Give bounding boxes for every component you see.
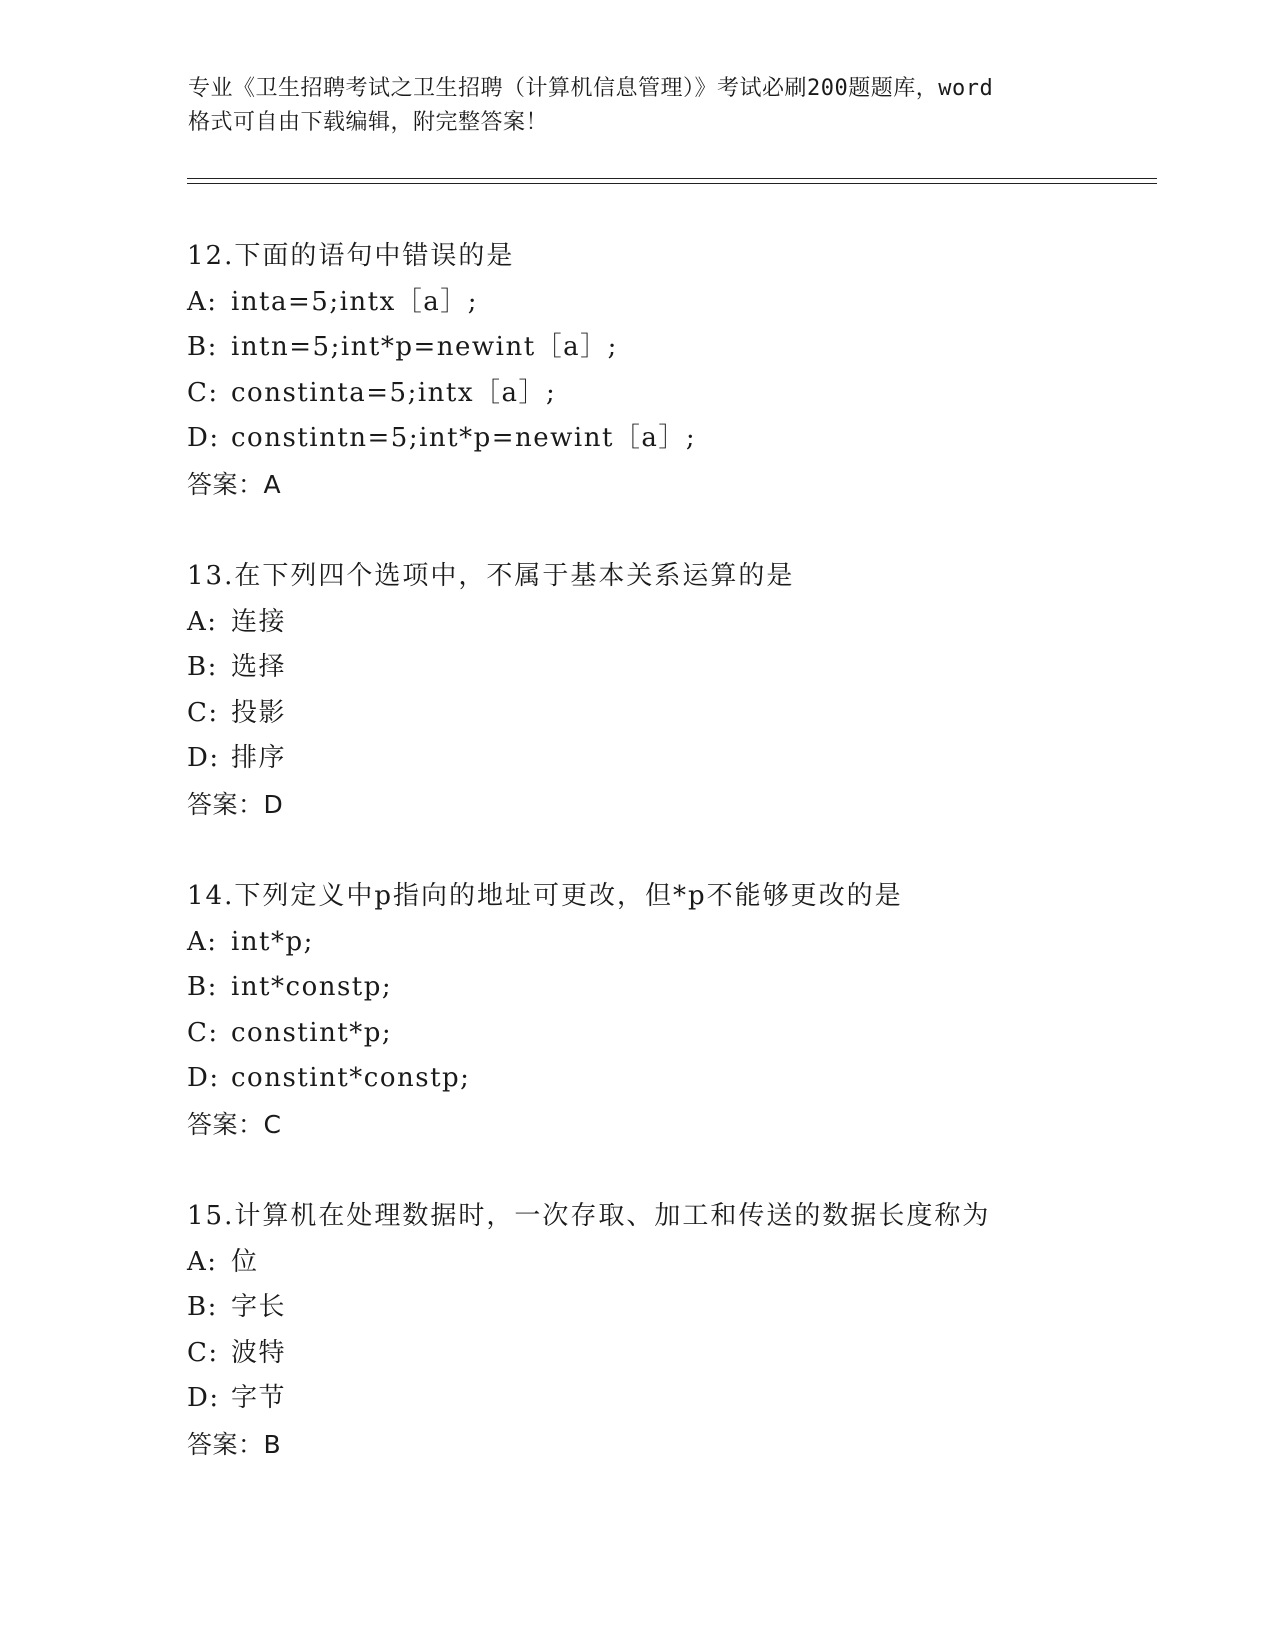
header-divider-top: [187, 178, 1157, 179]
option-d: [187, 736, 1167, 782]
question-list: [187, 234, 1167, 1514]
option-c: [187, 691, 1167, 737]
question-15: [187, 1194, 1167, 1514]
answer-line: 答案：D: [187, 789, 284, 819]
option-b: [187, 325, 1167, 371]
question-title: 15.计算机在处理数据时，一次存取、加工和传送的数据长度称为: [187, 1201, 991, 1231]
option-c: [187, 1331, 1167, 1377]
option-text: int*p;: [231, 926, 314, 957]
option-a: [187, 600, 1167, 646]
option-letter: D:: [187, 1063, 220, 1093]
option-letter: D:: [187, 743, 220, 773]
option-letter: D:: [187, 1383, 220, 1413]
option-letter: C:: [187, 697, 219, 728]
header-line-2: 格式可自由下载编辑，附完整答案！: [188, 110, 549, 135]
option-letter: B:: [187, 972, 218, 1002]
option-letter: A:: [187, 286, 218, 317]
option-letter: A:: [187, 926, 218, 957]
option-a: [187, 920, 1167, 966]
option-c: [187, 371, 1167, 417]
answer-line: 答案：C: [187, 1109, 282, 1139]
option-text: 连接: [231, 606, 287, 637]
question-14: [187, 874, 1167, 1194]
option-text: 投影: [231, 697, 287, 728]
option-text: inta=5;intx［a］;: [231, 286, 479, 317]
option-letter: A:: [187, 1246, 218, 1277]
question-13: [187, 554, 1167, 874]
header-line-1: 专业《卫生招聘考试之卫生招聘（计算机信息管理）》考试必刷200题题库，word: [188, 76, 994, 101]
option-text: 字节: [231, 1383, 287, 1413]
option-letter: A:: [187, 606, 218, 637]
option-letter: B:: [187, 332, 218, 362]
option-letter: B:: [187, 1292, 218, 1322]
option-c: [187, 1011, 1167, 1057]
option-b: [187, 1285, 1167, 1331]
option-b: [187, 645, 1167, 691]
option-text: constintn=5;int*p=newint［a］;: [231, 423, 697, 453]
option-a: [187, 280, 1167, 326]
option-letter: C:: [187, 1017, 219, 1048]
answer-line: 答案：A: [187, 469, 282, 499]
option-letter: C:: [187, 1337, 219, 1368]
option-d: [187, 416, 1167, 462]
document-header: [188, 72, 1088, 140]
option-text: constint*p;: [231, 1017, 393, 1048]
option-d: [187, 1056, 1167, 1102]
question-title: 12.下面的语句中错误的是: [187, 241, 515, 271]
option-letter: D:: [187, 423, 220, 453]
question-title: 13.在下列四个选项中，不属于基本关系运算的是: [187, 561, 795, 591]
option-text: 排序: [231, 743, 287, 773]
header-divider-bottom: [187, 183, 1157, 184]
option-letter: B:: [187, 652, 218, 682]
option-a: [187, 1240, 1167, 1286]
option-b: [187, 965, 1167, 1011]
question-12: [187, 234, 1167, 554]
option-text: intn=5;int*p=newint［a］;: [231, 332, 618, 362]
option-text: 选择: [231, 652, 287, 682]
option-text: 位: [231, 1246, 259, 1277]
answer-line: 答案：B: [187, 1429, 282, 1459]
option-text: 字长: [231, 1292, 287, 1322]
option-d: [187, 1376, 1167, 1422]
option-text: constint*constp;: [231, 1063, 471, 1093]
option-letter: C:: [187, 377, 219, 408]
option-text: int*constp;: [231, 972, 393, 1002]
option-text: 波特: [231, 1337, 287, 1368]
option-text: constinta=5;intx［a］;: [231, 377, 557, 408]
question-title: 14.下列定义中p指向的地址可更改，但*p不能够更改的是: [187, 881, 903, 911]
